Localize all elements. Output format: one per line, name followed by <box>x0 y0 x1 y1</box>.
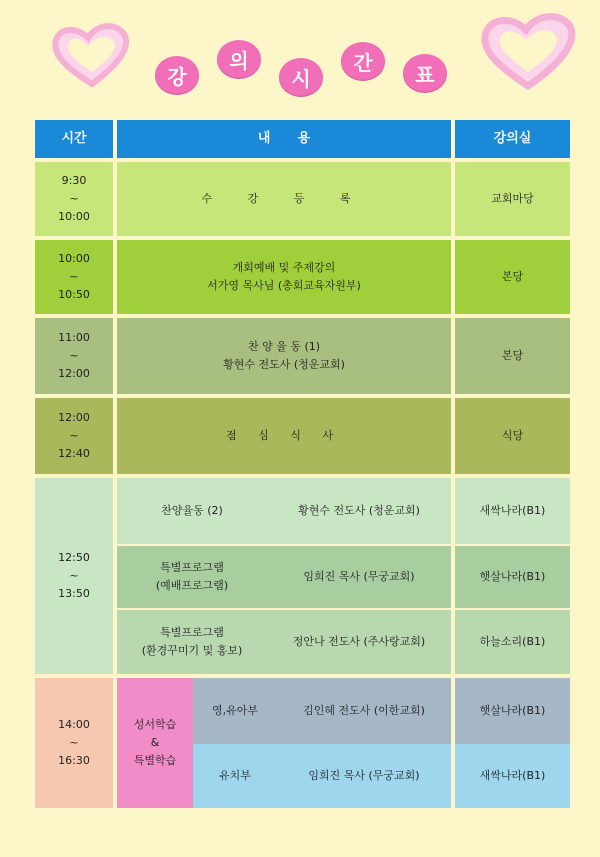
schedule-table <box>33 118 572 808</box>
room-cell: 햇살나라(B1) <box>455 546 570 608</box>
time-cell: 12:50 ~ 13:50 <box>35 478 113 674</box>
content-cell: 찬 양 율 동 (1) 황현수 전도사 (청운교회) <box>117 318 451 394</box>
time-cell: 14:00 ~ 16:30 <box>35 678 113 808</box>
title-char: 표 <box>403 54 447 92</box>
teacher-cell: 김인혜 전도사 (이한교회) <box>277 678 451 744</box>
room-cell: 식당 <box>455 398 570 474</box>
teacher-cell: 정안나 전도사 (주사랑교회) <box>267 610 451 674</box>
time-cell: 9:30 ~ 10:00 <box>35 162 113 236</box>
content-cell: 점 심 식 사 <box>117 398 451 474</box>
program-cell: 성서학습 & 특별학습 <box>117 678 193 808</box>
group-cell: 유치부 <box>193 744 277 808</box>
teacher-cell: 임희진 목사 (무궁교회) <box>277 744 451 808</box>
teacher-cell: 황현수 전도사 (청운교회) <box>267 478 451 544</box>
content-cell: 개회예배 및 주제강의 서가영 목사님 (총회교육자원부) <box>117 240 451 314</box>
left-heart-icon <box>46 20 136 90</box>
header-time: 시간 <box>35 120 113 158</box>
room-cell: 새싹나라(B1) <box>455 744 570 808</box>
right-heart-icon <box>476 10 580 92</box>
title-char: 의 <box>217 40 261 78</box>
program-cell: 특별프로그램 (환경꾸미기 및 홍보) <box>117 610 267 674</box>
room-cell: 본당 <box>455 240 570 314</box>
room-cell: 하늘소리(B1) <box>455 610 570 674</box>
room-cell: 본당 <box>455 318 570 394</box>
time-cell: 12:00 ~ 12:40 <box>35 398 113 474</box>
content-cell: 수 강 등 록 <box>117 162 451 236</box>
title-char: 간 <box>341 42 385 80</box>
program-cell: 특별프로그램 (예배프로그램) <box>117 546 267 608</box>
header-room: 강의실 <box>455 120 570 158</box>
header-content: 내 용 <box>117 120 451 158</box>
group-cell: 영,유아부 <box>193 678 277 744</box>
room-cell: 새싹나라(B1) <box>455 478 570 544</box>
title-char: 강 <box>155 56 199 94</box>
room-cell: 교회마당 <box>455 162 570 236</box>
teacher-cell: 임희진 목사 (무궁교회) <box>267 546 451 608</box>
page-title <box>145 40 465 100</box>
time-cell: 10:00 ~ 10:50 <box>35 240 113 314</box>
title-char: 시 <box>279 58 323 96</box>
time-cell: 11:00 ~ 12:00 <box>35 318 113 394</box>
program-cell: 찬양율동 (2) <box>117 478 267 544</box>
room-cell: 햇살나라(B1) <box>455 678 570 744</box>
